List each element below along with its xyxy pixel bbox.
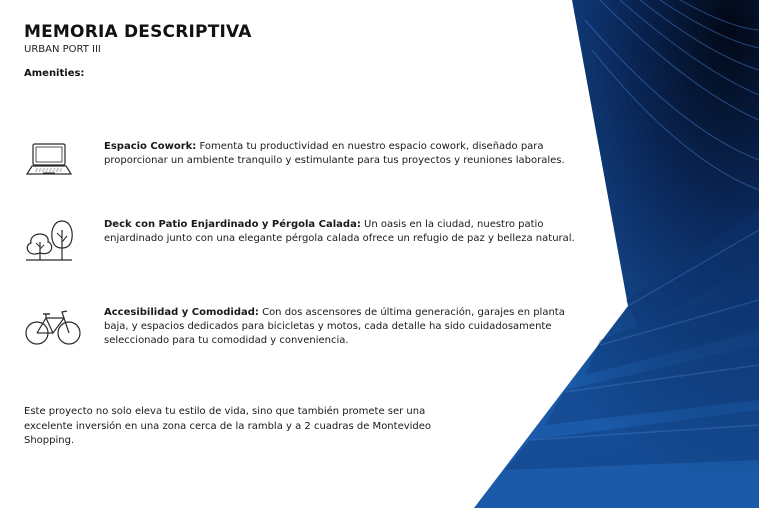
amenity-text: Con dos ascensores de última generación, garajes en planta baja, y espacios dedicados para bicicletas y motos, cada detalle ha sido cuidadosamente seleccionado para tu comodidad y conveniencia.	[104, 307, 565, 346]
trees-icon	[24, 218, 74, 268]
amenity-item-accessibility	[24, 306, 584, 352]
amenity-text: Fomenta tu productividad en nuestro espacio cowork, diseñado para proporcionar un ambiente tranquilo y estimulante para tus proyectos y reuniones laborales.	[104, 141, 565, 166]
amenity-item-deck	[24, 218, 584, 264]
page-title: MEMORIA DESCRIPTIVA	[24, 22, 252, 42]
amenity-description	[104, 140, 580, 168]
amenity-name: Espacio Cowork:	[104, 141, 197, 152]
amenity-text: Un oasis en la ciudad, nuestro patio enjardinado junto con una elegante pérgola calada ofrece un refugio de paz y belleza natural.	[104, 219, 575, 244]
amenities-heading: Amenities:	[24, 68, 85, 79]
amenity-description	[104, 218, 580, 246]
amenity-name: Accesibilidad y Comodidad:	[104, 307, 259, 318]
closing-paragraph: Este proyecto no solo eleva tu estilo de vida, sino que también promete ser una excelente inversión en una zona cerca de la rambla y a 2 cuadras de Montevideo Shopping.	[24, 406, 432, 446]
laptop-icon	[24, 140, 74, 184]
bicycle-icon	[24, 306, 84, 352]
project-name: URBAN PORT III	[24, 44, 101, 55]
amenity-description	[104, 306, 580, 348]
amenity-name: Deck con Patio Enjardinado y Pérgola Calada:	[104, 219, 361, 230]
amenity-item-cowork	[24, 140, 584, 186]
